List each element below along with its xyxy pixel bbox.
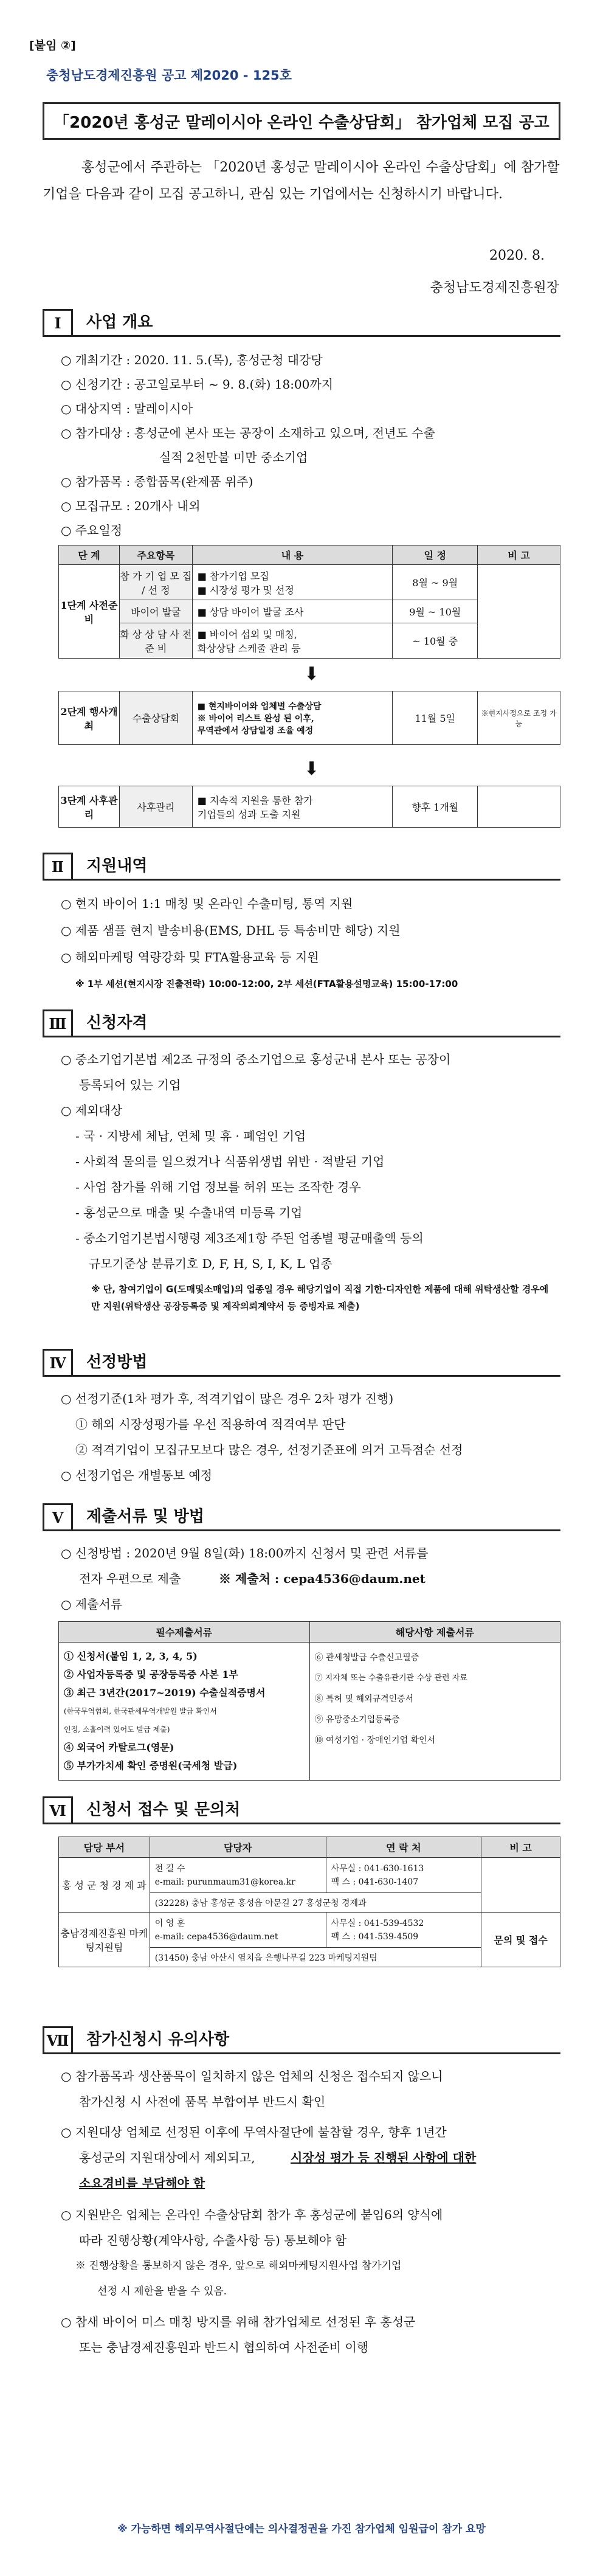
documents-table: [58, 1621, 560, 1781]
section-rule: [43, 1375, 560, 1377]
schedule-content: ■ 지속적 지원을 통한 참가 기업들의 성과 도출 지원: [192, 786, 393, 828]
session-note: ※ 1부 세션(현지시장 진출전략) 10:00-12:00, 2부 세션(FTA활용설명교육) 15:00-17:00: [75, 978, 458, 989]
support-item: ○ 제품 샘플 현지 발송비용(EMS, DHL 등 특송비만 해당) 지원: [61, 923, 401, 938]
caution-item: 따라 진행상황(계약사항, 수출사항 등) 통보해야 함: [79, 2233, 347, 2248]
contact-address: (31450) 충남 아산시 염치읍 은행나무길 223 마케팅지원팀: [150, 1948, 481, 1967]
contact-person: 이 영 훈: [154, 1918, 185, 1928]
overview-item: ○ 신청기간 : 공고일로부터 ~ 9. 8.(화) 18:00까지: [61, 377, 334, 392]
contact-head: 담당자: [150, 1837, 326, 1858]
contact-fax: 팩 스 : 041-539-4509: [331, 1931, 419, 1942]
contact-dept: 홍 성 군 청 경 제 과: [59, 1858, 150, 1913]
overview-item: ○ 대상지역 : 말레이시아: [61, 401, 193, 416]
exclusion-item: - 홍성군으로 매출 및 수출내역 미등록 기업: [75, 1205, 303, 1220]
section-2-header: [43, 848, 560, 881]
optional-doc: ⑩ 여성기업 · 장애인기업 확인서: [314, 1736, 436, 1745]
caution-item: ○ 참가품목과 생산품목이 일치하지 않은 업체의 신청은 접수되지 않으니: [61, 2069, 443, 2083]
section-rule: [43, 1823, 560, 1824]
required-doc-detail: (한국무역협회, 한국관세무역개발원 발급 확인서: [64, 1707, 217, 1716]
contact-dept: 충남경제진흥원 마케팅지원팀: [59, 1913, 150, 1967]
page-title: 「2020년 홍성군 말레이시아 온라인 수출상담회」 참가업체 모집 공고: [43, 102, 560, 140]
section-number: Ⅶ: [43, 2026, 73, 2054]
schedule-note: [478, 786, 560, 828]
section-number: Ⅱ: [43, 853, 73, 881]
schedule-item: 참 가 기 업 모 집 / 선 정: [119, 565, 192, 600]
support-item: ○ 현지 바이어 1:1 매칭 및 온라인 수출미팅, 통역 지원: [61, 896, 353, 911]
section-title: 참가신청시 유의사항: [86, 2031, 230, 2049]
section-number: Ⅳ: [43, 1349, 73, 1377]
optional-doc: ⑧ 특허 및 해외규격인증서: [314, 1694, 414, 1704]
section-number: Ⅲ: [43, 1009, 73, 1037]
eligibility-item: 등록되어 있는 기업: [79, 1078, 181, 1092]
caution-emphasis: 소요경비를 부담해야 함: [79, 2176, 205, 2190]
schedule-table-stage1: [58, 545, 560, 659]
contact-person-cell: [150, 1858, 326, 1893]
required-doc: ⑤ 부가가치세 확인 증명원(국세청 발급): [64, 1760, 238, 1771]
eligibility-item: ○ 중소기업기본법 제2조 규정의 중소기업으로 홍성군내 본사 또는 공장이: [61, 1052, 451, 1067]
schedule-content: ■ 상담 바이어 발굴 조사: [192, 600, 393, 623]
exclusion-item: - 사업 참가를 위해 기업 정보를 허위 또는 조작한 경우: [75, 1180, 361, 1194]
required-doc-detail: 인정, 소홀이력 있어도 발급 제출): [64, 1725, 170, 1734]
documents-head: 해당사항 제출서류: [309, 1622, 560, 1643]
section-rule: [43, 2052, 560, 2054]
contact-tel: 사무실 : 041-539-4532: [331, 1918, 424, 1928]
schedule-note: ※현지사정으로 조정 가능: [478, 691, 560, 745]
section-5-header: [43, 1498, 560, 1531]
schedule-item: 사후관리: [119, 786, 192, 828]
notice-number: 충청남도경제진흥원 공고 제2020 - 125호: [46, 68, 292, 83]
attachment-label: [붙임 ②]: [29, 39, 76, 52]
caution-item: 홍성군의 지원대상에서 제외되고,: [79, 2150, 255, 2165]
schedule-content: ■ 바이어 섭외 및 매칭, 화상상담 스케줄 관리 등: [192, 623, 393, 659]
schedule-note: [478, 565, 560, 659]
optional-doc: ⑨ 유망중소기업등록증: [314, 1715, 400, 1725]
schedule-date: 향후 1개월: [393, 786, 478, 828]
section-number: Ⅰ: [43, 309, 73, 337]
schedule-date: ~ 10월 중: [393, 623, 478, 659]
schedule-date: 8월 ~ 9월: [393, 565, 478, 600]
overview-item: 실적 2천만불 미만 중소기업: [159, 450, 308, 465]
submission-item: ○ 제출서류: [61, 1597, 123, 1612]
schedule-item: 바이어 발굴: [119, 600, 192, 623]
contact-head: 연 락 처: [326, 1837, 481, 1858]
contact-person-cell: [150, 1913, 326, 1948]
contact-tel: 사무실 : 041-630-1613: [331, 1863, 424, 1874]
caution-item: ○ 지원받은 업체는 온라인 수출상담회 참가 후 홍성군에 붙임6의 양식에: [61, 2207, 443, 2222]
documents-head: 필수제출서류: [59, 1622, 310, 1643]
schedule-head: 내 용: [192, 545, 393, 565]
contact-fax: 팩 스 : 041-630-1407: [331, 1877, 419, 1887]
section-rule: [43, 335, 560, 337]
caution-item: ○ 지원대상 업체로 선정된 이후에 무역사절단에 불참할 경우, 향후 1년간: [61, 2125, 447, 2139]
arrow-down-icon: ⬇: [304, 663, 320, 685]
section-rule: [43, 1036, 560, 1037]
contact-note: 문의 및 접수: [481, 1913, 560, 1967]
schedule-table-stage2: [58, 691, 560, 745]
submission-email: ※ 제출처 : cepa4536@daum.net: [219, 1571, 426, 1586]
contact-phone-cell: [326, 1858, 481, 1893]
schedule-content: ■ 현지바이어와 업체별 수출상담 ※ 바이어 리스트 완성 된 이후, 무역관에서 상담일정 조율 예정: [192, 691, 393, 745]
section-title: 사업 개요: [86, 313, 153, 331]
contact-head: 비 고: [481, 1837, 560, 1858]
overview-item: ○ 개최기간 : 2020. 11. 5.(목), 홍성군청 대강당: [61, 353, 323, 367]
schedule-item: 화 상 상 담 사 전 준 비: [119, 623, 192, 659]
contact-email[interactable]: e-mail: purunmaum31@korea.kr: [154, 1877, 295, 1887]
submission-item: 전자 우편으로 제출: [79, 1571, 181, 1586]
notice-date: 2020. 8.: [489, 248, 545, 263]
section-number: Ⅵ: [43, 1796, 73, 1824]
required-docs-cell: [59, 1643, 310, 1781]
section-1-header: [43, 304, 560, 337]
caution-note: 선정 시 제한을 받을 수 있음.: [97, 2285, 227, 2297]
overview-item: ○ 참가대상 : 홍성군에 본사 또는 공장이 소재하고 있으며, 전년도 수출: [61, 426, 435, 440]
overview-item: ○ 참가품목 : 종합품목(완제품 위주): [61, 474, 253, 489]
selection-item: ○ 선정기준(1차 평가 후, 적격기업이 많은 경우 2차 평가 진행): [61, 1391, 394, 1406]
overview-item: ○ 주요일정: [61, 523, 123, 538]
required-doc: ② 사업자등록증 및 공장등록증 사본 1부: [64, 1669, 238, 1680]
selection-item: ② 적격기업이 모집규모보다 많은 경우, 선정기준표에 의거 고득점순 선정: [75, 1442, 463, 1457]
schedule-table-stage3: [58, 786, 560, 828]
stage-label: 3단계 사후관리: [59, 786, 120, 828]
contact-person: 전 길 수: [154, 1863, 185, 1874]
contact-note: [481, 1858, 560, 1913]
eligibility-item: ○ 제외대상: [61, 1103, 123, 1118]
optional-docs-cell: [309, 1643, 560, 1781]
required-doc: ④ 외국어 카탈로그(영문): [64, 1742, 174, 1753]
section-number: Ⅴ: [43, 1503, 73, 1531]
issuer-name: 충청남도경제진흥원장: [430, 280, 559, 296]
exception-note: ※ 단, 참여기업이 G(도매및소매업)의 업종일 경우 해당기업이 직접 기한·디자인한 제품에 대해 위탁생산할 경우에만 지원(위탁생산 공장등록증 및 제작의뢰계약서 등 증빙자료 제출): [91, 1284, 549, 1312]
section-6-header: [43, 1792, 560, 1824]
stage-label: 2단계 행사개최: [59, 691, 120, 745]
schedule-head: 주요항목: [119, 545, 192, 565]
section-title: 신청서 접수 및 문의처: [86, 1801, 241, 1819]
intro-paragraph: 홍성군에서 주관하는 「2020년 홍성군 말레이시아 온라인 수출상담회」에 참가할 기업을 다음과 같이 모집 공고하니, 관심 있는 기업에서는 신청하시기 바랍니다.: [43, 160, 560, 202]
overview-item: ○ 모집규모 : 20개사 내외: [61, 499, 201, 513]
caution-emphasis: 시장성 평가 등 진행된 사항에 대한: [291, 2150, 477, 2165]
contact-table: [58, 1837, 560, 1967]
section-title: 선정방법: [86, 1353, 148, 1371]
selection-item: ○ 선정기업은 개별통보 예정: [61, 1468, 213, 1483]
section-title: 신청자격: [86, 1014, 148, 1032]
section-4-header: [43, 1344, 560, 1377]
caution-item: 또는 충남경제진흥원과 반드시 협의하여 사전준비 이행: [79, 2340, 369, 2355]
stage-label: 1단계 사전준비: [59, 565, 120, 659]
caution-note: ※ 진행상황을 통보하지 않은 경우, 앞으로 해외마케팅지원사업 참가기업: [75, 2260, 402, 2272]
section-title: 제출서류 및 방법: [86, 1508, 204, 1526]
schedule-head: 비 고: [478, 545, 560, 565]
arrow-down-icon: ⬇: [304, 758, 320, 780]
footer-note: ※ 가능하면 해외무역사절단에는 의사결정권을 가진 참가업체 임원급이 참가 요망: [117, 2523, 486, 2535]
schedule-item: 수출상담회: [119, 691, 192, 745]
caution-item: 참가신청 시 사전에 품목 부합여부 반드시 확인: [79, 2094, 326, 2109]
support-item: ○ 해외마케팅 역량강화 및 FTA활용교육 등 지원: [61, 950, 319, 964]
schedule-date: 11월 5일: [393, 691, 478, 745]
section-7-header: [43, 2021, 560, 2054]
section-3-header: [43, 1005, 560, 1037]
exclusion-item: - 국 · 지방세 체납, 연체 및 휴 · 폐업인 기업: [75, 1129, 306, 1143]
contact-email[interactable]: e-mail: cepa4536@daum.net: [154, 1931, 278, 1942]
required-doc: ③ 최근 3년간(2017~2019) 수출실적증명서: [64, 1687, 266, 1698]
section-rule: [43, 879, 560, 881]
contact-head: 담당 부서: [59, 1837, 150, 1858]
optional-doc: ⑦ 지자체 또는 수출유관기관 수상 관련 자료: [314, 1674, 467, 1683]
caution-item: ○ 참새 바이어 미스 매칭 방지를 위해 참가업체로 선정된 후 홍성군: [61, 2315, 416, 2329]
required-doc: ① 신청서(붙임 1, 2, 3, 4, 5): [64, 1650, 198, 1662]
schedule-content: ■ 참가기업 모집 ■ 시장성 평가 및 선정: [192, 565, 393, 600]
schedule-head: 단 계: [59, 545, 120, 565]
section-title: 지원내역: [86, 857, 148, 875]
schedule-date: 9월 ~ 10월: [393, 600, 478, 623]
section-rule: [43, 1529, 560, 1531]
submission-item: ○ 신청방법 : 2020년 9월 8일(화) 18:00까지 신청서 및 관련 서류를: [61, 1546, 429, 1560]
schedule-head: 일 정: [393, 545, 478, 565]
exclusion-item: - 사회적 물의를 일으켰거나 식품위생법 위반 · 적발된 기업: [75, 1154, 385, 1169]
optional-doc: ⑥ 관세청발급 수출신고필증: [314, 1653, 419, 1663]
exclusion-item: - 중소기업기본법시행령 제3조제1항 주된 업종별 평균매출액 등의: [75, 1231, 424, 1245]
contact-address: (32228) 충남 홍성군 홍성읍 아문길 27 홍성군청 경제과: [150, 1893, 481, 1913]
contact-phone-cell: [326, 1913, 481, 1948]
exclusion-item: 규모기준상 분류기호 D, F, H, S, I, K, L 업종: [89, 1256, 333, 1271]
selection-item: ① 해외 시장성평가를 우선 적용하여 적격여부 판단: [75, 1417, 346, 1432]
